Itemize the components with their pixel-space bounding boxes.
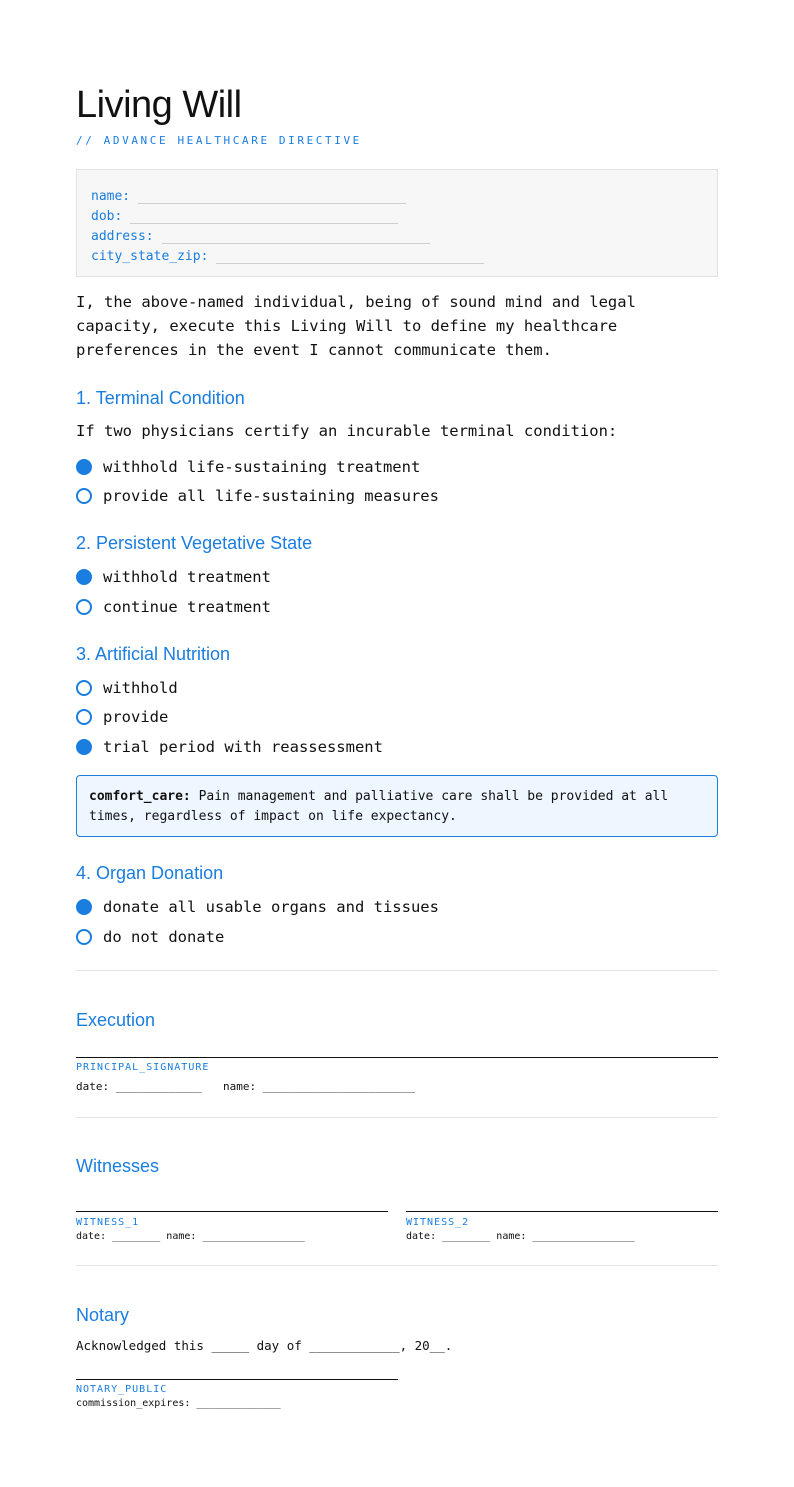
- notary-public-label: NOTARY_PUBLIC: [76, 1384, 168, 1395]
- nutrition-option-provide[interactable]: [76, 708, 168, 726]
- address-row: [91, 224, 703, 244]
- option-label: donate all usable organs and tissues: [103, 898, 439, 916]
- address-label: address:: [91, 229, 154, 244]
- witness-1-signature-line[interactable]: [76, 1211, 388, 1212]
- option-label: trial period with reassessment: [103, 738, 383, 756]
- witness-1-label: WITNESS_1: [76, 1217, 140, 1228]
- execution-heading: Execution: [76, 1010, 156, 1030]
- section-vegetative-heading: 2. Persistent Vegetative State: [76, 533, 313, 553]
- city-row: [91, 244, 703, 264]
- document-title: Living Will: [76, 84, 242, 126]
- terminal-option-provide[interactable]: [76, 487, 439, 505]
- option-label: continue treatment: [103, 598, 271, 616]
- principal-signature-line[interactable]: [76, 1057, 718, 1058]
- comfort-care-text: Pain management and palliative care shall be provided at all times, regardless of impact on life expectancy.: [89, 789, 669, 824]
- city-field[interactable]: [216, 252, 484, 264]
- name-label: name:: [91, 189, 131, 204]
- dob-row: [91, 204, 703, 224]
- section-divider: [76, 970, 718, 971]
- dob-label: dob:: [91, 209, 123, 224]
- name-field[interactable]: [138, 192, 406, 204]
- terminal-option-withhold[interactable]: [76, 458, 420, 476]
- dob-field[interactable]: [130, 212, 398, 224]
- document-subtitle: // ADVANCE HEALTHCARE DIRECTIVE: [76, 134, 362, 147]
- nutrition-option-trial[interactable]: [76, 738, 383, 756]
- section-divider: [76, 1265, 718, 1266]
- radio-empty-icon[interactable]: [76, 929, 92, 945]
- witnesses-heading: Witnesses: [76, 1156, 160, 1176]
- option-label: withhold life-sustaining treatment: [103, 458, 421, 476]
- radio-selected-icon[interactable]: [76, 739, 92, 755]
- execution-name-line[interactable]: name: _______________________: [223, 1080, 416, 1093]
- section-terminal-heading: 1. Terminal Condition: [76, 388, 245, 408]
- radio-empty-icon[interactable]: [76, 488, 92, 504]
- option-label: provide all life-sustaining measures: [103, 487, 439, 505]
- witness-2-signature-line[interactable]: [406, 1211, 718, 1212]
- name-row: [91, 184, 703, 204]
- execution-date-line[interactable]: date: _____________: [76, 1080, 202, 1093]
- vegetative-option-withhold[interactable]: [76, 568, 271, 586]
- option-label: withhold treatment: [103, 568, 271, 586]
- personal-info-box: [76, 169, 718, 277]
- option-label: withhold: [103, 679, 178, 697]
- option-label: do not donate: [103, 928, 225, 946]
- witness-2-label: WITNESS_2: [406, 1217, 470, 1228]
- section-organ-heading: 4. Organ Donation: [76, 863, 224, 883]
- intro-paragraph: I, the above-named individual, being of sound mind and legal capacity, execute this Living Will to define my healthcare preferences in the event I cannot communicate them.: [76, 293, 636, 359]
- comfort-care-key: comfort_care:: [89, 789, 191, 804]
- section-terminal-text: If two physicians certify an incurable terminal condition:: [76, 422, 618, 440]
- option-label: provide: [103, 708, 169, 726]
- notary-signature-line[interactable]: [76, 1379, 398, 1380]
- section-divider: [76, 1117, 718, 1118]
- radio-empty-icon[interactable]: [76, 680, 92, 696]
- organ-option-not-donate[interactable]: [76, 928, 224, 946]
- address-field[interactable]: [162, 232, 430, 244]
- organ-option-donate[interactable]: [76, 898, 439, 916]
- notary-acknowledgement: Acknowledged this _____ day of ____________, 20__.: [76, 1338, 453, 1353]
- comfort-care-note: [76, 775, 718, 837]
- section-nutrition-heading: 3. Artificial Nutrition: [76, 644, 231, 664]
- radio-empty-icon[interactable]: [76, 599, 92, 615]
- principal-signature-label: PRINCIPAL_SIGNATURE: [76, 1062, 210, 1073]
- witness-1-details[interactable]: date: ________ name: _________________: [76, 1231, 305, 1242]
- notary-heading: Notary: [76, 1305, 130, 1325]
- notary-commission-line[interactable]: commission_expires: ______________: [76, 1398, 281, 1409]
- radio-empty-icon[interactable]: [76, 709, 92, 725]
- city-label: city_state_zip:: [91, 249, 209, 264]
- vegetative-option-continue[interactable]: [76, 598, 271, 616]
- radio-selected-icon[interactable]: [76, 899, 92, 915]
- radio-selected-icon[interactable]: [76, 569, 92, 585]
- witness-2-details[interactable]: date: ________ name: _________________: [406, 1231, 635, 1242]
- radio-selected-icon[interactable]: [76, 459, 92, 475]
- nutrition-option-withhold[interactable]: [76, 679, 178, 697]
